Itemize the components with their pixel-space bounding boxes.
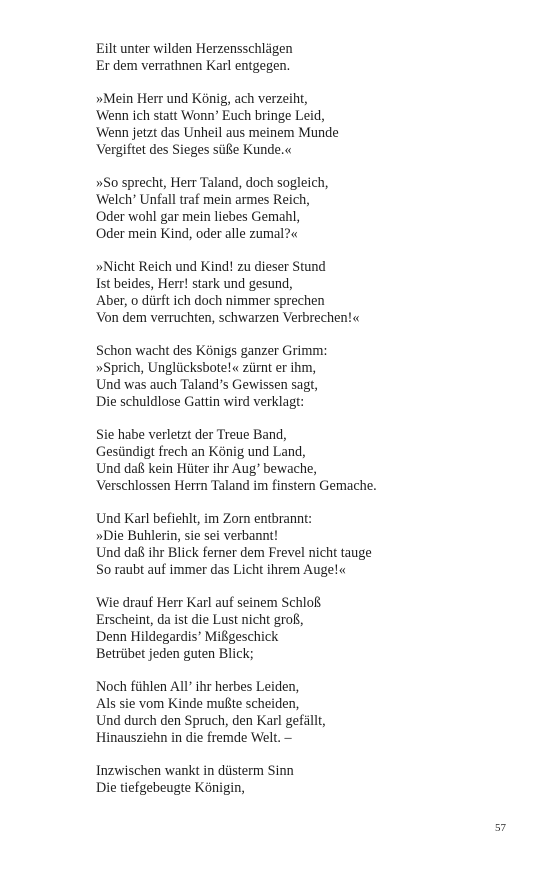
stanza (96, 595, 526, 662)
verse-line: Inzwischen wankt in düsterm Sinn (96, 763, 294, 780)
verse-line: Vergiftet des Sieges süße Kunde.« (96, 141, 292, 158)
verse-line: Noch fühlen All’ ihr herbes Leiden, (96, 679, 300, 696)
verse-line: Ist beides, Herr! stark und gesund, (96, 276, 293, 293)
stanza (96, 259, 526, 326)
verse-line: Wenn jetzt das Unheil aus meinem Munde (96, 124, 339, 141)
verse-line: Die tiefgebeugte Königin, (96, 780, 245, 797)
verse-line: »Sprich, Unglücksbote!« zürnt er ihm, (96, 360, 317, 377)
verse-line: Betrübet jeden guten Blick; (96, 645, 254, 662)
verse-line: Wie drauf Herr Karl auf seinem Schloß (96, 595, 322, 612)
verse-line: Er dem verrathnen Karl entgegen. (96, 57, 291, 74)
verse-line: Welch’ Unfall traf mein armes Reich, (96, 192, 310, 209)
stanza (96, 763, 526, 797)
stanza (96, 343, 526, 410)
verse-line: »Die Buhlerin, sie sei verbannt! (96, 528, 279, 545)
verse-line: Erscheint, da ist die Lust nicht groß, (96, 612, 304, 629)
verse-line: Sie habe verletzt der Treue Band, (96, 427, 287, 444)
verse-line: Eilt unter wilden Herzensschlägen (96, 41, 293, 57)
verse-line: Und Karl befiehlt, im Zorn entbrannt: (96, 511, 313, 528)
verse-line: Von dem verruchten, schwarzen Verbrechen!« (96, 309, 360, 326)
stanza (96, 679, 526, 746)
poem-text (96, 41, 526, 814)
stanza (96, 511, 526, 578)
verse-line: Oder mein Kind, oder alle zumal?« (96, 225, 298, 242)
stanza (96, 175, 526, 242)
stanza (96, 427, 526, 494)
page-number: 57 (495, 822, 506, 834)
verse-line: Oder wohl gar mein liebes Gemahl, (96, 208, 301, 225)
verse-line: Und daß ihr Blick ferner dem Frevel nicht tauge (96, 544, 372, 561)
verse-line: So raubt auf immer das Licht ihrem Auge!« (96, 561, 346, 578)
verse-line: Denn Hildegardis’ Mißgeschick (96, 628, 279, 645)
stanza (96, 41, 526, 75)
verse-line: Gesündigt frech an König und Land, (96, 444, 306, 461)
verse-line: Schon wacht des Königs ganzer Grimm: (96, 343, 328, 360)
verse-line: Verschlossen Herrn Taland im finstern Gemache. (96, 477, 377, 494)
stanza (96, 91, 526, 158)
verse-line: Die schuldlose Gattin wird verklagt: (96, 393, 305, 410)
verse-line: Aber, o dürft ich doch nimmer sprechen (96, 292, 325, 309)
verse-line: Hinausziehn in die fremde Welt. – (96, 729, 292, 746)
verse-line: »So sprecht, Herr Taland, doch sogleich, (96, 175, 329, 192)
verse-line: Und was auch Taland’s Gewissen sagt, (96, 376, 318, 393)
verse-line: »Mein Herr und König, ach verzeiht, (96, 91, 308, 108)
verse-line: Als sie vom Kinde mußte scheiden, (96, 696, 300, 713)
verse-line: Und daß kein Hüter ihr Aug’ bewache, (96, 460, 317, 477)
verse-line: Und durch den Spruch, den Karl gefällt, (96, 712, 326, 729)
verse-line: »Nicht Reich und Kind! zu dieser Stund (96, 259, 326, 276)
verse-line: Wenn ich statt Wonn’ Euch bringe Leid, (96, 108, 325, 125)
